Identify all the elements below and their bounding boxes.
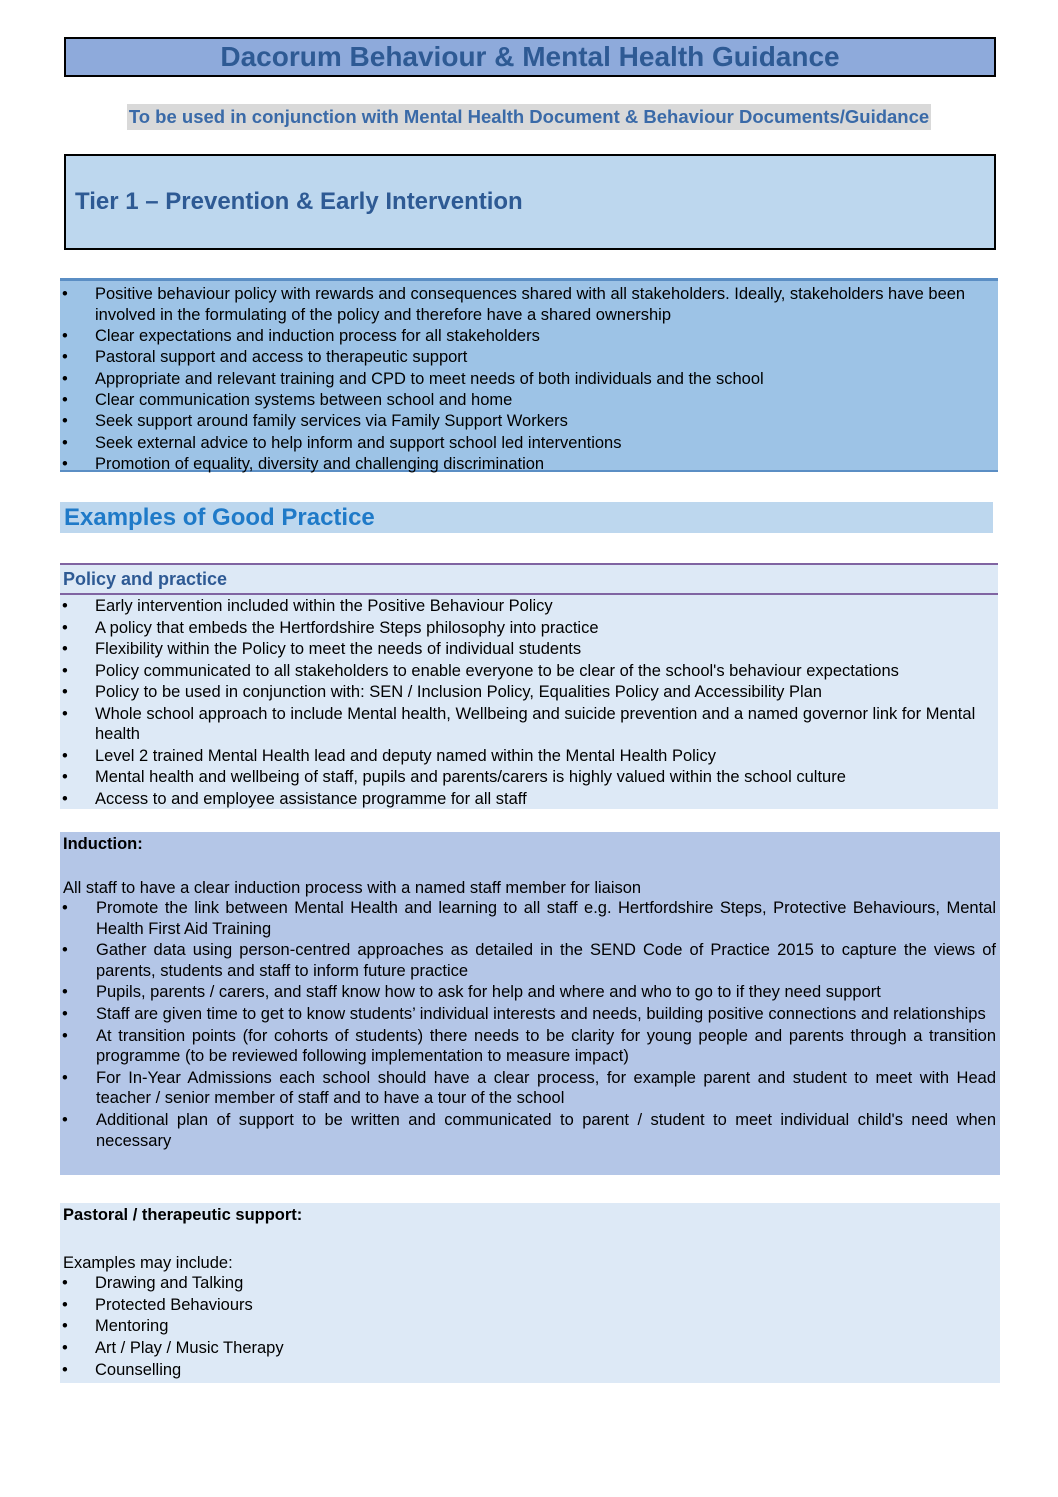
induction-heading: Induction: bbox=[63, 835, 143, 853]
list-item bbox=[60, 284, 998, 325]
list-item bbox=[63, 1273, 996, 1294]
list-item bbox=[63, 1026, 996, 1067]
list-item-text: Staff are given time to get to know students’ individual interests and needs, building positive connections and relationships bbox=[96, 1005, 986, 1024]
list-item-text: Protected Behaviours bbox=[95, 1295, 253, 1314]
list-item-text: Policy to be used in conjunction with: SEN / Inclusion Policy, Equalities Policy and Accessibility Plan bbox=[95, 683, 822, 702]
list-item-text: Counselling bbox=[95, 1360, 182, 1379]
list-item bbox=[60, 618, 998, 638]
subtitle-row bbox=[0, 104, 1058, 130]
bullet-icon: • bbox=[62, 661, 68, 680]
list-item bbox=[60, 433, 998, 454]
bullet-icon: • bbox=[62, 1317, 68, 1336]
list-item-text: Seek external advice to help inform and support school led interventions bbox=[95, 433, 622, 452]
tier-list-panel bbox=[60, 278, 998, 472]
bullet-icon: • bbox=[62, 1360, 68, 1379]
document-title-box bbox=[64, 37, 996, 77]
list-item-text: Clear expectations and induction process for all stakeholders bbox=[95, 326, 540, 345]
list-item bbox=[63, 1338, 996, 1359]
bullet-icon: • bbox=[62, 369, 68, 388]
tier-heading: Tier 1 – Prevention & Early Intervention bbox=[75, 188, 523, 215]
bullet-icon: • bbox=[62, 768, 68, 787]
list-item bbox=[60, 326, 998, 347]
bullet-icon: • bbox=[62, 1111, 68, 1130]
bullet-icon: • bbox=[62, 326, 68, 345]
good-practice-heading: Examples of Good Practice bbox=[64, 504, 375, 531]
list-item bbox=[63, 1295, 996, 1316]
policy-bullet-list bbox=[60, 595, 998, 809]
list-item bbox=[60, 639, 998, 659]
pastoral-heading: Pastoral / therapeutic support: bbox=[63, 1206, 303, 1224]
good-practice-heading-bar bbox=[60, 502, 993, 533]
list-item-text: Drawing and Talking bbox=[95, 1274, 244, 1292]
list-item-text: For In-Year Admissions each school should have a clear process, for example parent and student to meet with Head teacher / senior member of staff and to have a tour of the school bbox=[96, 1068, 996, 1108]
induction-bullet-list bbox=[63, 898, 996, 1151]
list-item-text: Access to and employee assistance programme for all staff bbox=[95, 790, 527, 809]
policy-heading-row bbox=[60, 565, 998, 595]
list-item-text: Mental health and wellbeing of staff, pupils and parents/carers is highly valued within the school culture bbox=[95, 768, 846, 787]
list-item bbox=[60, 596, 998, 616]
bullet-icon: • bbox=[62, 433, 68, 452]
bullet-icon: • bbox=[62, 683, 68, 702]
bullet-icon: • bbox=[62, 1274, 68, 1292]
pastoral-section bbox=[60, 1203, 1000, 1383]
document-subtitle: To be used in conjunction with Mental Health Document & Behaviour Documents/Guidance bbox=[127, 104, 931, 130]
list-item-text: Whole school approach to include Mental health, Wellbeing and suicide prevention and a named governor link for Mental health bbox=[95, 704, 976, 744]
bullet-icon: • bbox=[62, 899, 68, 917]
list-item-text: Gather data using person-centred approaches as detailed in the SEND Code of Practice 2015 to capture the views of parents, students and staff to inform future practice bbox=[96, 941, 996, 980]
list-item bbox=[60, 682, 998, 702]
list-item bbox=[60, 369, 998, 390]
bullet-icon: • bbox=[62, 1339, 68, 1358]
bullet-icon: • bbox=[62, 391, 68, 410]
list-item bbox=[63, 982, 996, 1003]
bullet-icon: • bbox=[62, 746, 68, 765]
document-title: Dacorum Behaviour & Mental Health Guidance bbox=[220, 41, 840, 72]
bullet-icon: • bbox=[62, 941, 68, 960]
list-item-text: A policy that embeds the Hertfordshire Steps philosophy into practice bbox=[95, 618, 599, 637]
list-item-text: Promote the link between Mental Health and learning to all staff e.g. Hertfordshire Steps, Protective Behaviours, Mental Health First Aid Training bbox=[96, 899, 996, 938]
bullet-icon: • bbox=[62, 597, 68, 615]
list-item-text: Appropriate and relevant training and CPD to meet needs of both individuals and the school bbox=[95, 369, 764, 388]
bullet-icon: • bbox=[62, 704, 68, 723]
list-item bbox=[63, 1068, 996, 1109]
list-item bbox=[60, 746, 998, 766]
tier-heading-box bbox=[64, 154, 996, 250]
list-item bbox=[60, 789, 998, 809]
list-item-text: Pupils, parents / carers, and staff know how to ask for help and where and who to go to if they need support bbox=[96, 983, 881, 1002]
list-item bbox=[63, 1110, 996, 1151]
bullet-icon: • bbox=[62, 1026, 68, 1045]
policy-section bbox=[60, 563, 998, 809]
list-item-text: Flexibility within the Policy to meet the needs of individual students bbox=[95, 640, 582, 659]
list-item bbox=[60, 704, 998, 745]
bullet-icon: • bbox=[62, 790, 68, 809]
list-item-text: Art / Play / Music Therapy bbox=[95, 1339, 284, 1358]
tier-bullet-list bbox=[60, 284, 998, 475]
list-item-text: Clear communication systems between school and home bbox=[95, 391, 513, 410]
bullet-icon: • bbox=[62, 1068, 68, 1087]
list-item bbox=[60, 454, 998, 475]
list-item bbox=[60, 411, 998, 432]
list-item-text: Policy communicated to all stakeholders to enable everyone to be clear of the school's behaviour expectations bbox=[95, 661, 899, 680]
bullet-icon: • bbox=[62, 640, 68, 659]
induction-section bbox=[60, 832, 1000, 1175]
list-item-text: Promotion of equality, diversity and challenging discrimination bbox=[95, 455, 545, 474]
list-item bbox=[60, 390, 998, 411]
list-item-text: Level 2 trained Mental Health lead and deputy named within the Mental Health Policy bbox=[95, 746, 716, 765]
list-item-text: At transition points (for cohorts of students) there needs to be clarity for young people and parents through a transition programme (to be reviewed following implementation to measure impact) bbox=[96, 1026, 996, 1066]
list-item-text: Pastoral support and access to therapeutic support bbox=[95, 348, 468, 367]
bullet-icon: • bbox=[62, 348, 68, 367]
list-item bbox=[63, 1360, 996, 1381]
list-item-text: Additional plan of support to be written and communicated to parent / student to meet individual child's need when necessary bbox=[96, 1111, 996, 1150]
pastoral-bullet-list bbox=[63, 1273, 996, 1380]
list-item bbox=[63, 940, 996, 981]
list-item-text: Positive behaviour policy with rewards and consequences shared with all stakeholders. Ideally, stakeholders have been involved in the formulating of the policy and therefore have a shared ownership bbox=[95, 285, 966, 324]
list-item bbox=[63, 1004, 996, 1025]
list-item bbox=[63, 1316, 996, 1337]
pastoral-intro: Examples may include: bbox=[63, 1254, 233, 1272]
induction-intro: All staff to have a clear induction process with a named staff member for liaison bbox=[63, 879, 642, 897]
list-item-text: Mentoring bbox=[95, 1317, 169, 1336]
list-item bbox=[60, 347, 998, 368]
bullet-icon: • bbox=[62, 983, 68, 1002]
bullet-icon: • bbox=[62, 455, 68, 474]
policy-heading: Policy and practice bbox=[63, 569, 228, 589]
list-item bbox=[60, 767, 998, 787]
bullet-icon: • bbox=[62, 285, 68, 303]
list-item-text: Seek support around family services via Family Support Workers bbox=[95, 412, 568, 431]
bullet-icon: • bbox=[62, 1295, 68, 1314]
bullet-icon: • bbox=[62, 412, 68, 431]
list-item-text: Early intervention included within the Positive Behaviour Policy bbox=[95, 597, 553, 615]
bullet-icon: • bbox=[62, 618, 68, 637]
list-item bbox=[63, 898, 996, 939]
bullet-icon: • bbox=[62, 1005, 68, 1024]
list-item bbox=[60, 661, 998, 681]
